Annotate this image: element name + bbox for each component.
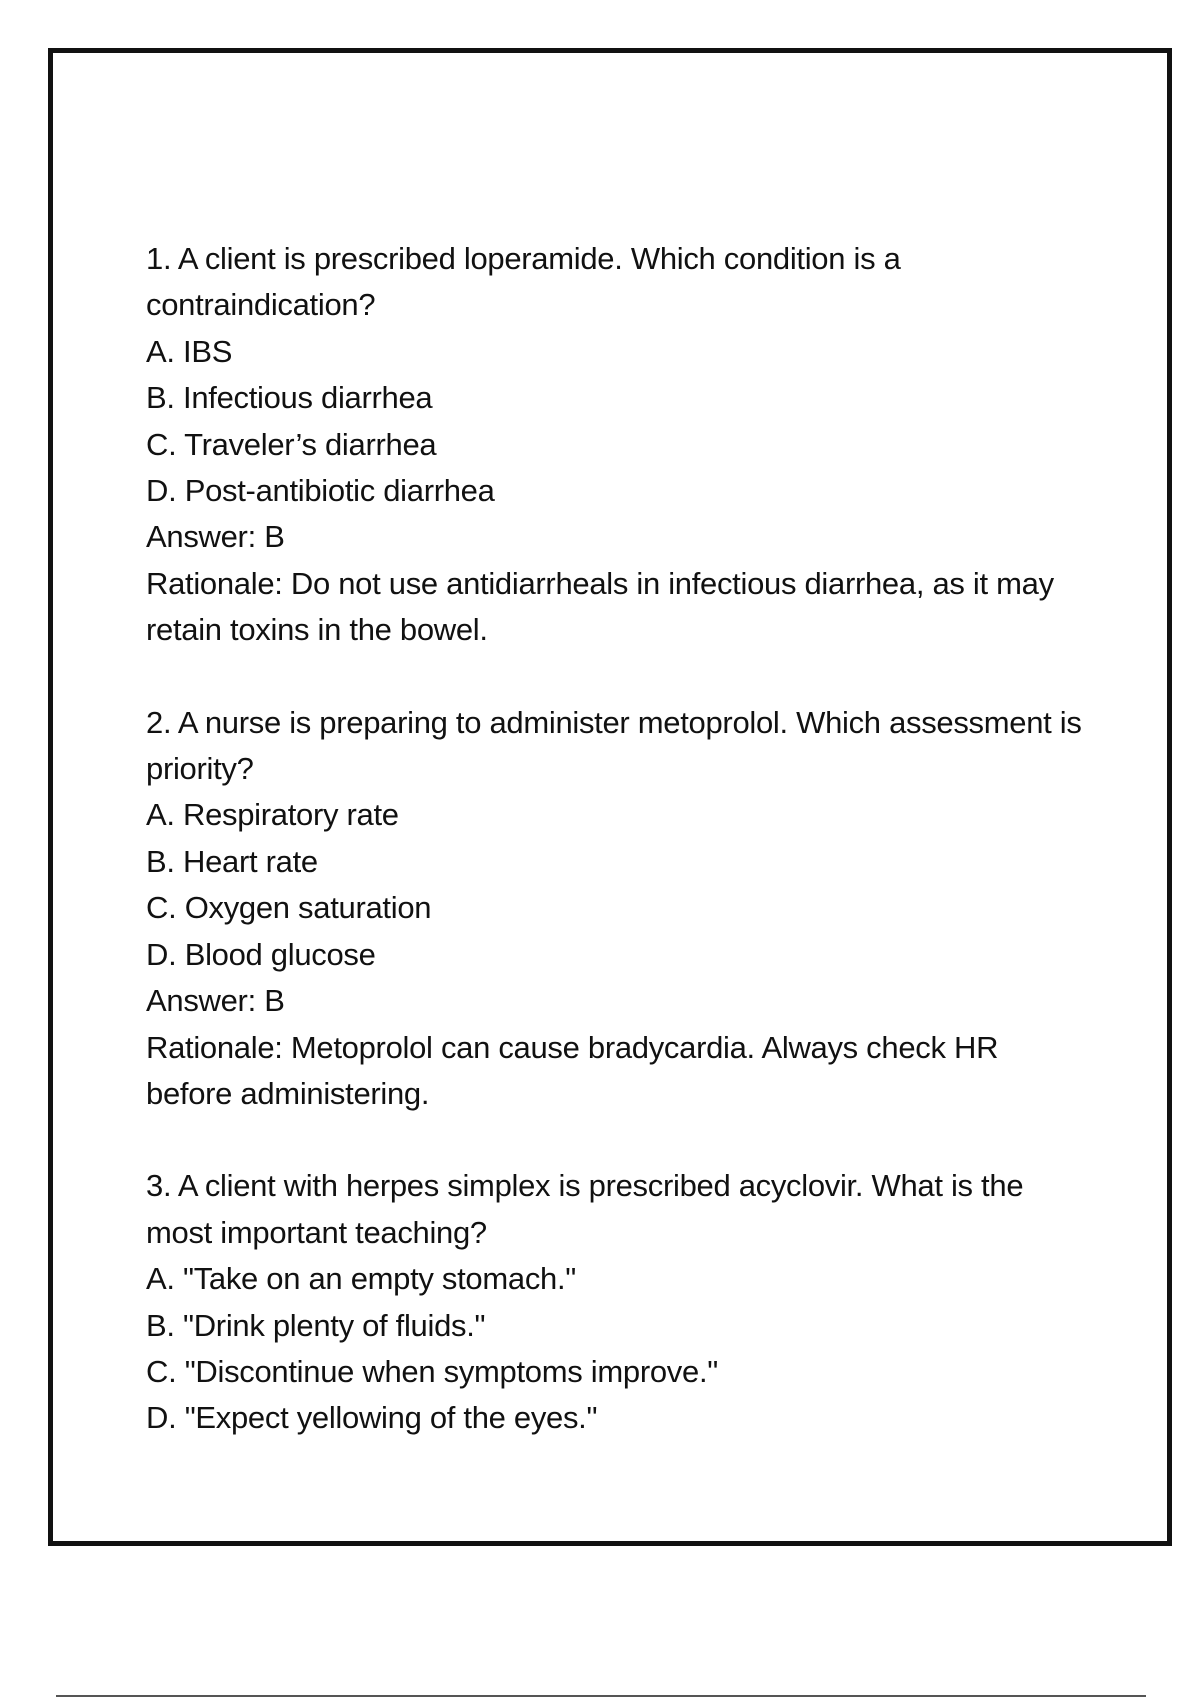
option-d: D. "Expect yellowing of the eyes.": [146, 1400, 598, 1436]
option-b: B. Heart rate: [146, 843, 318, 879]
option-b: B. "Drink plenty of fluids.": [146, 1307, 486, 1343]
bottom-divider: [56, 1695, 1146, 1697]
option-c: C. Oxygen saturation: [146, 890, 432, 926]
option-d: D. Post-antibiotic diarrhea: [146, 473, 495, 509]
option-b: B. Infectious diarrhea: [146, 380, 433, 416]
question-stem: 3. A client with herpes simplex is prescribed acyclovir. What is the most important teaching?: [146, 1168, 1032, 1250]
option-a: A. Respiratory rate: [146, 797, 399, 833]
option-c: C. "Discontinue when symptoms improve.": [146, 1353, 718, 1389]
question-stem: 1. A client is prescribed loperamide. Which condition is a contraindication?: [146, 241, 909, 323]
answer-text: Answer: B: [146, 519, 285, 555]
option-a: A. IBS: [146, 333, 233, 369]
rationale-text: Rationale: Do not use antidiarrheals in infectious diarrhea, as it may retain toxins in the bowel.: [146, 565, 1063, 648]
answer-text: Answer: B: [146, 983, 285, 1019]
question-2: [146, 700, 1090, 1118]
question-content: [146, 236, 1090, 1442]
question-stem: 2. A nurse is preparing to administer metoprolol. Which assessment is priority?: [146, 704, 1090, 787]
option-a: A. "Take on an empty stomach.": [146, 1261, 576, 1297]
question-1: [146, 236, 1086, 654]
question-3: [146, 1163, 1086, 1441]
option-d: D. Blood glucose: [146, 936, 376, 972]
rationale-text: Rationale: Metoprolol can cause bradycardia. Always check HR before administering.: [146, 1029, 1007, 1111]
option-c: C. Traveler’s diarrhea: [146, 426, 437, 462]
